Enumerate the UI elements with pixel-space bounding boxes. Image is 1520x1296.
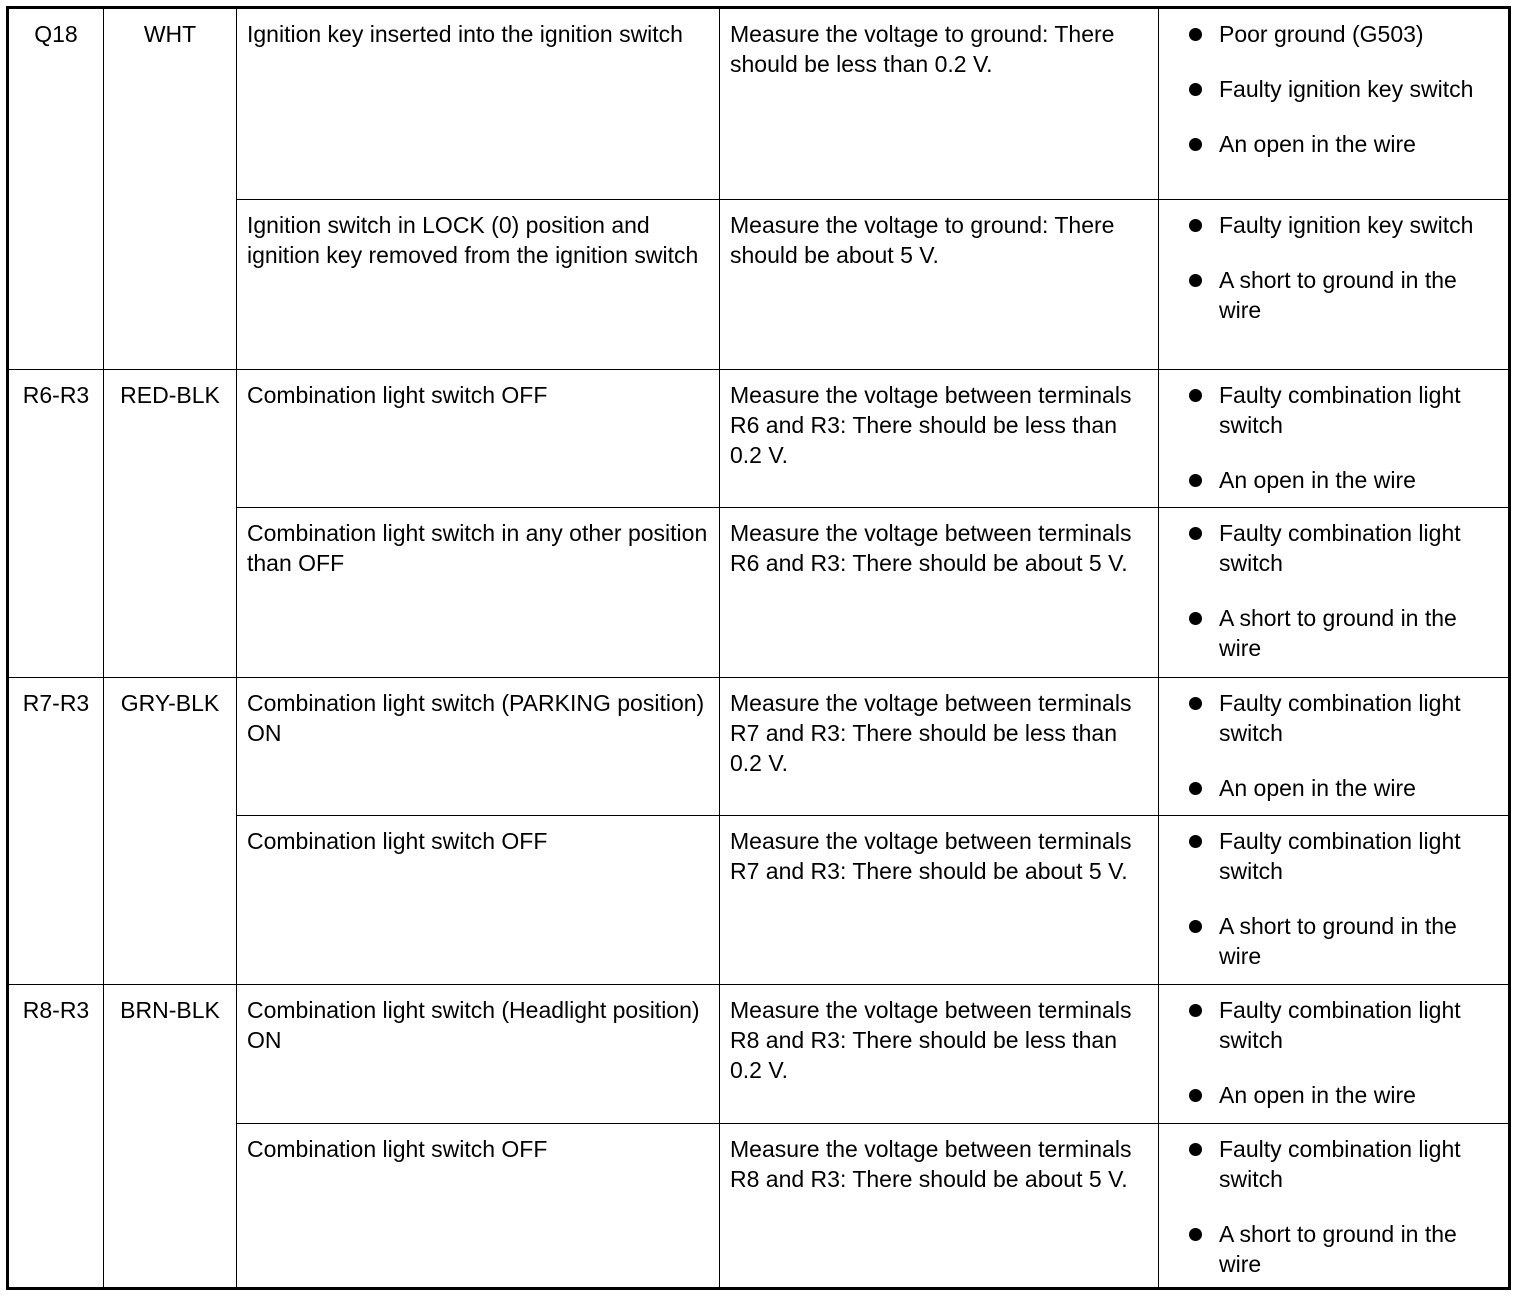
bullet-icon [1189, 697, 1202, 710]
wire-color-cell: WHT [104, 8, 237, 370]
cause-item: Faulty combination light switch [1169, 826, 1498, 886]
test-condition-cell: Combination light switch OFF [237, 1123, 720, 1288]
possible-cause-cell [1159, 1123, 1510, 1288]
cause-item: A short to ground in the wire [1169, 265, 1498, 325]
measurement-cell: Measure the voltage between terminals R8 and R3: There should be less than 0.2 V. [720, 985, 1159, 1123]
cause-item: Faulty ignition key switch [1169, 210, 1498, 240]
troubleshooting-table-container [6, 6, 1508, 1290]
cause-item: A short to ground in the wire [1169, 603, 1498, 663]
table-row [8, 985, 1510, 1123]
possible-cause-cell [1159, 508, 1510, 677]
bullet-icon [1189, 389, 1202, 402]
cause-item: An open in the wire [1169, 129, 1498, 159]
cause-item: Faulty combination light switch [1169, 518, 1498, 578]
test-condition-cell: Ignition key inserted into the ignition switch [237, 8, 720, 200]
measurement-cell: Measure the voltage between terminals R7 and R3: There should be about 5 V. [720, 815, 1159, 984]
test-condition-cell: Combination light switch OFF [237, 815, 720, 984]
test-condition-cell: Combination light switch in any other position than OFF [237, 508, 720, 677]
cause-item: Faulty combination light switch [1169, 380, 1498, 440]
cause-item: Faulty combination light switch [1169, 688, 1498, 748]
cause-item: Faulty combination light switch [1169, 995, 1498, 1055]
bullet-icon [1189, 527, 1202, 540]
table-row [8, 8, 1510, 200]
cause-list [1169, 210, 1498, 325]
bullet-icon [1189, 835, 1202, 848]
test-condition-cell: Combination light switch OFF [237, 369, 720, 507]
bullet-icon [1189, 782, 1202, 795]
terminal-cell: Q18 [8, 8, 104, 370]
terminal-cell: R7-R3 [8, 677, 104, 985]
measurement-cell: Measure the voltage between terminals R6 and R3: There should be about 5 V. [720, 508, 1159, 677]
cause-list [1169, 688, 1498, 803]
cause-list [1169, 518, 1498, 663]
cause-item: An open in the wire [1169, 1080, 1498, 1110]
possible-cause-cell [1159, 200, 1510, 369]
wire-color-cell: RED-BLK [104, 369, 237, 677]
possible-cause-cell [1159, 677, 1510, 815]
cause-item: Poor ground (G503) [1169, 19, 1498, 49]
test-condition-cell: Combination light switch (Headlight position) ON [237, 985, 720, 1123]
terminal-cell: R8-R3 [8, 985, 104, 1289]
cause-list [1169, 995, 1498, 1110]
measurement-cell: Measure the voltage to ground: There should be about 5 V. [720, 200, 1159, 369]
bullet-icon [1189, 28, 1202, 41]
terminal-cell: R6-R3 [8, 369, 104, 677]
test-condition-cell: Combination light switch (PARKING position) ON [237, 677, 720, 815]
bullet-icon [1189, 1004, 1202, 1017]
cause-item: An open in the wire [1169, 773, 1498, 803]
wire-color-cell: GRY-BLK [104, 677, 237, 985]
cause-item: An open in the wire [1169, 465, 1498, 495]
troubleshooting-table [6, 6, 1511, 1290]
bullet-icon [1189, 138, 1202, 151]
bullet-icon [1189, 1228, 1202, 1241]
measurement-cell: Measure the voltage between terminals R6 and R3: There should be less than 0.2 V. [720, 369, 1159, 507]
measurement-cell: Measure the voltage to ground: There should be less than 0.2 V. [720, 8, 1159, 200]
bullet-icon [1189, 1143, 1202, 1156]
cause-item: A short to ground in the wire [1169, 1219, 1498, 1279]
bullet-icon [1189, 612, 1202, 625]
cause-list [1169, 380, 1498, 495]
bullet-icon [1189, 219, 1202, 232]
cause-item: Faulty combination light switch [1169, 1134, 1498, 1194]
cause-list [1169, 826, 1498, 971]
measurement-cell: Measure the voltage between terminals R8 and R3: There should be about 5 V. [720, 1123, 1159, 1288]
table-row [8, 677, 1510, 815]
table-row [8, 369, 1510, 507]
cause-item: Faulty ignition key switch [1169, 74, 1498, 104]
bullet-icon [1189, 920, 1202, 933]
bullet-icon [1189, 1089, 1202, 1102]
bullet-icon [1189, 274, 1202, 287]
cause-list [1169, 19, 1498, 159]
possible-cause-cell [1159, 985, 1510, 1123]
test-condition-cell: Ignition switch in LOCK (0) position and ignition key removed from the ignition switch [237, 200, 720, 369]
possible-cause-cell [1159, 369, 1510, 507]
bullet-icon [1189, 474, 1202, 487]
wire-color-cell: BRN-BLK [104, 985, 237, 1289]
measurement-cell: Measure the voltage between terminals R7 and R3: There should be less than 0.2 V. [720, 677, 1159, 815]
possible-cause-cell [1159, 8, 1510, 200]
cause-list [1169, 1134, 1498, 1279]
bullet-icon [1189, 83, 1202, 96]
possible-cause-cell [1159, 815, 1510, 984]
cause-item: A short to ground in the wire [1169, 911, 1498, 971]
